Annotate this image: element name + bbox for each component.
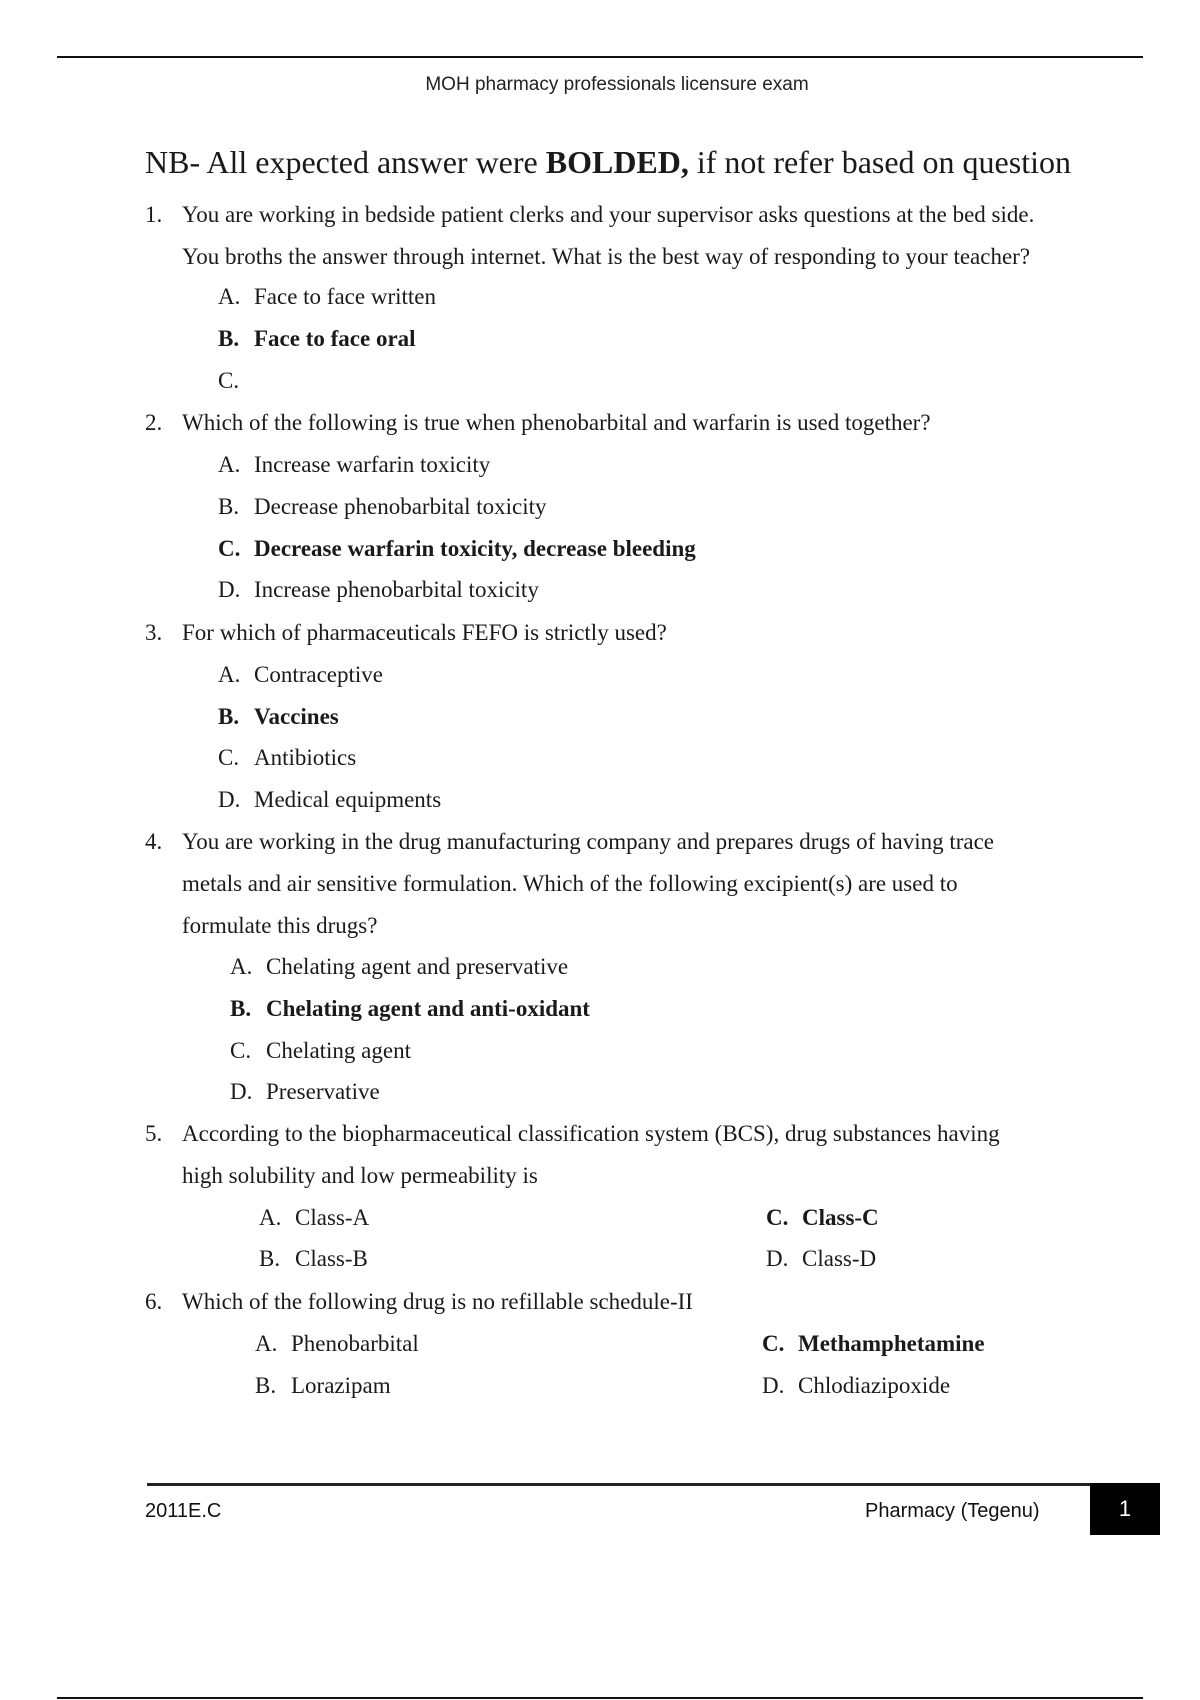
option-4c bbox=[230, 1036, 411, 1066]
option-letter: C. bbox=[766, 1205, 789, 1230]
question-number: 1. bbox=[145, 202, 163, 227]
option-letter: A. bbox=[230, 954, 253, 979]
option-text: Decrease warfarin toxicity, decrease bleeding bbox=[254, 536, 696, 561]
option-3c bbox=[218, 743, 356, 773]
option-text: Preservative bbox=[266, 1079, 380, 1104]
option-text: Chelating agent and preservative bbox=[266, 954, 569, 979]
question-number: 3. bbox=[145, 620, 163, 645]
page-bottom-rule bbox=[57, 1697, 1143, 1699]
option-letter: D. bbox=[766, 1246, 789, 1271]
option-3b-correct bbox=[218, 702, 339, 732]
option-5d bbox=[766, 1244, 876, 1274]
option-text: Chelating agent bbox=[266, 1038, 411, 1063]
option-text: Class-A bbox=[295, 1205, 370, 1230]
option-text: Face to face oral bbox=[254, 326, 416, 351]
footer-rule bbox=[147, 1483, 1090, 1486]
option-1b-correct bbox=[218, 324, 416, 354]
question-text-line: formulate this drugs? bbox=[182, 913, 378, 938]
option-text: Methamphetamine bbox=[798, 1331, 985, 1356]
question-text-line: You are working in bedside patient clerks and your supervisor asks questions at the bed side. bbox=[182, 202, 1035, 227]
question-number: 5. bbox=[145, 1121, 163, 1146]
note-emphasis: BOLDED, bbox=[545, 144, 689, 180]
option-letter: C. bbox=[218, 368, 240, 393]
question-number: 4. bbox=[145, 829, 163, 854]
option-letter: D. bbox=[230, 1079, 253, 1104]
option-4a bbox=[230, 952, 568, 982]
option-text: Chlodiazipoxide bbox=[798, 1373, 951, 1398]
question-text-line: Which of the following drug is no refillable schedule-II bbox=[182, 1289, 693, 1314]
option-text: Class-D bbox=[802, 1246, 877, 1271]
option-letter: A. bbox=[218, 284, 241, 309]
option-2c-correct bbox=[218, 534, 696, 564]
question-text-line: According to the biopharmaceutical classification system (BCS), drug substances having bbox=[182, 1121, 1000, 1146]
answer-key-note bbox=[145, 144, 1071, 181]
option-6c-correct bbox=[762, 1329, 985, 1359]
option-5c-correct bbox=[766, 1203, 879, 1233]
header-rule bbox=[57, 56, 1143, 58]
option-2b bbox=[218, 492, 547, 522]
option-letter: A. bbox=[255, 1331, 278, 1356]
option-letter: B. bbox=[259, 1246, 281, 1271]
option-3a bbox=[218, 660, 383, 690]
option-text: Phenobarbital bbox=[291, 1331, 419, 1356]
option-4d bbox=[230, 1077, 380, 1107]
option-4b-correct bbox=[230, 994, 590, 1024]
option-text: Increase warfarin toxicity bbox=[254, 452, 491, 477]
option-text: Decrease phenobarbital toxicity bbox=[254, 494, 547, 519]
option-letter: A. bbox=[218, 662, 241, 687]
question-number: 6. bbox=[145, 1289, 163, 1314]
option-text: Lorazipam bbox=[291, 1373, 391, 1398]
option-6a bbox=[255, 1329, 419, 1359]
option-2d bbox=[218, 575, 539, 605]
note-prefix: NB- All expected answer were bbox=[145, 144, 546, 180]
page-header-title: MOH pharmacy professionals licensure exam bbox=[425, 74, 809, 95]
option-6b bbox=[255, 1371, 391, 1401]
option-text: Medical equipments bbox=[254, 787, 442, 812]
question-number: 2. bbox=[145, 410, 163, 435]
option-text: Chelating agent and anti-oxidant bbox=[266, 996, 590, 1021]
option-letter: B. bbox=[218, 494, 240, 519]
option-letter: C. bbox=[218, 536, 241, 561]
page-number: 1 bbox=[1118, 1496, 1132, 1521]
option-letter: B. bbox=[218, 326, 240, 351]
option-letter: C. bbox=[218, 745, 240, 770]
question-text-line: You broths the answer through internet. What is the best way of responding to your teacher? bbox=[182, 244, 1031, 269]
option-text: Face to face written bbox=[254, 284, 436, 309]
question-text-line: metals and air sensitive formulation. Which of the following excipient(s) are used to bbox=[182, 871, 958, 896]
option-letter: A. bbox=[218, 452, 241, 477]
option-1a bbox=[218, 282, 436, 312]
page-number-box bbox=[1090, 1483, 1160, 1535]
option-letter: B. bbox=[218, 704, 240, 729]
option-letter: B. bbox=[255, 1373, 277, 1398]
option-text: Contraceptive bbox=[254, 662, 384, 687]
option-text: Class-C bbox=[802, 1205, 879, 1230]
option-6d bbox=[762, 1371, 950, 1401]
note-suffix: if not refer based on question bbox=[688, 144, 1071, 180]
option-1c bbox=[218, 366, 254, 396]
question-text-line: Which of the following is true when phenobarbital and warfarin is used together? bbox=[182, 410, 931, 435]
option-text: Increase phenobarbital toxicity bbox=[254, 577, 539, 602]
question-text-line: For which of pharmaceuticals FEFO is strictly used? bbox=[182, 620, 667, 645]
option-text: Antibiotics bbox=[254, 745, 357, 770]
option-letter: D. bbox=[218, 787, 241, 812]
option-letter: D. bbox=[762, 1373, 785, 1398]
option-text: Class-B bbox=[295, 1246, 368, 1271]
option-text: Vaccines bbox=[254, 704, 339, 729]
option-letter: B. bbox=[230, 996, 252, 1021]
question-text-line: high solubility and low permeability is bbox=[182, 1163, 538, 1188]
footer-author: Pharmacy (Tegenu) bbox=[865, 1500, 1040, 1522]
option-letter: A. bbox=[259, 1205, 282, 1230]
footer-year: 2011E.C bbox=[145, 1500, 222, 1522]
option-5a bbox=[259, 1203, 369, 1233]
option-letter: D. bbox=[218, 577, 241, 602]
option-5b bbox=[259, 1244, 368, 1274]
question-text-line: You are working in the drug manufacturing company and prepares drugs of having trace bbox=[182, 829, 995, 854]
option-2a bbox=[218, 450, 490, 480]
option-letter: C. bbox=[230, 1038, 252, 1063]
option-letter: C. bbox=[762, 1331, 785, 1356]
option-3d bbox=[218, 785, 441, 815]
